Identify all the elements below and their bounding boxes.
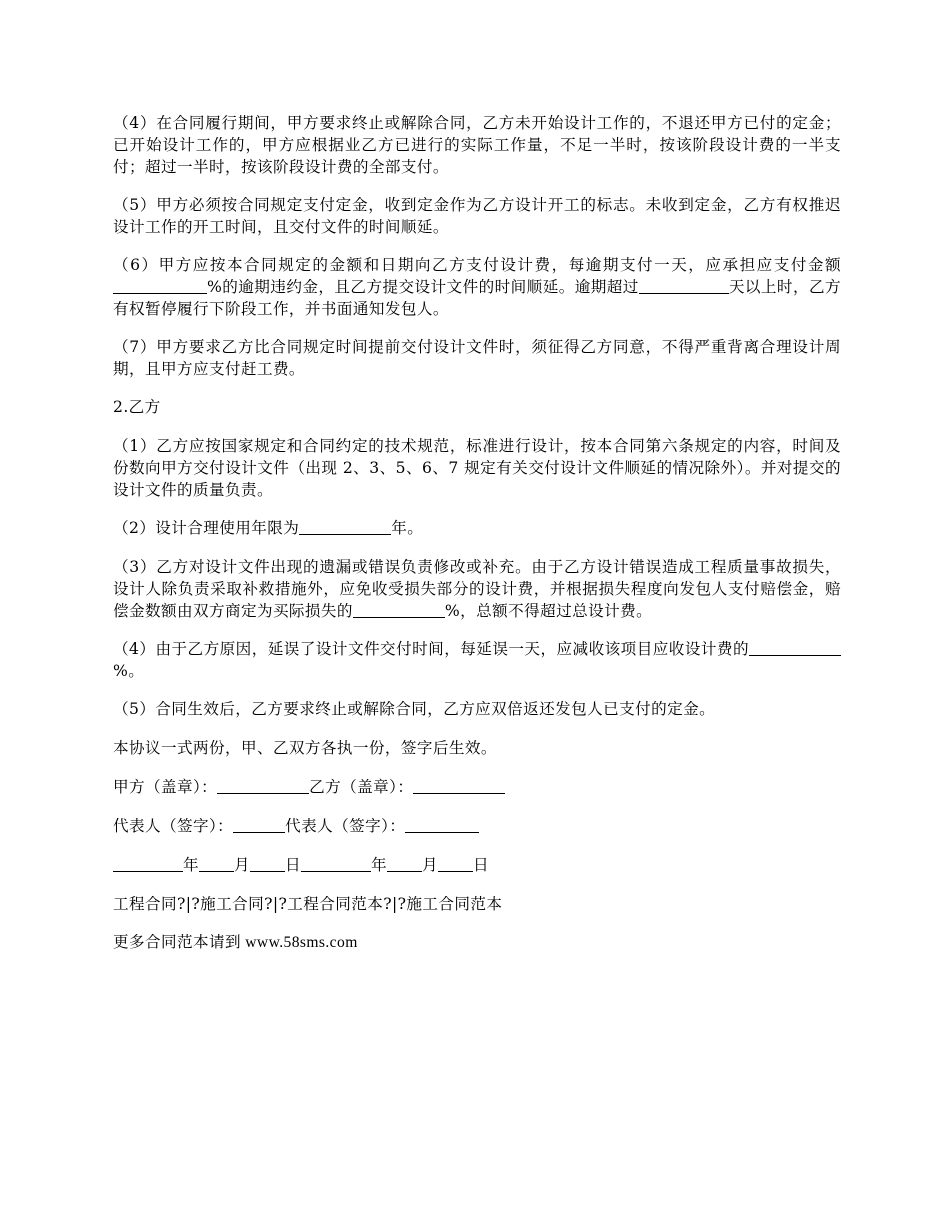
overdue-days-blank-a bbox=[639, 278, 691, 294]
fee-reduction-blank bbox=[749, 640, 841, 656]
document-page bbox=[113, 112, 841, 971]
compensation-rate-blank bbox=[353, 602, 445, 618]
tag-line: 工程合同?|?施工合同?|?工程合同范本?|?施工合同范本 bbox=[113, 895, 503, 913]
clause-jia-4: （4）在合同履行期间，甲方要求终止或解除合同，乙方未开始设计工作的，不退还甲方已付的定金；已开始设计工作的，甲方应根据业乙方已进行的实际工作量，不足一半时，按该阶段设计费的一半支付；超过一半时，按该阶段设计费的全部支付。 bbox=[113, 114, 841, 176]
clause-yi-1: （1）乙方应按国家规定和合同约定的技术规范，标准进行设计，按本合同第六条规定的内容，时间及份数向甲方交付设计文件（出现 2、3、5、6、7 规定有关交付设计文件顺延的情况除外）。并对提交的设计文件的质量负责。 bbox=[113, 437, 841, 499]
seal-line bbox=[113, 776, 841, 798]
clause-yi-2 bbox=[113, 517, 841, 539]
clause-jia-6-text-1: （6）甲方应按本合同规定的金额和日期向乙方支付设计费，每逾期支付一天，应承担应支付金额 bbox=[113, 256, 841, 274]
clause-jia-6 bbox=[113, 254, 841, 320]
date-a-day-label: 日 bbox=[285, 856, 301, 874]
party-a-seal-label: 甲方（盖章）： bbox=[113, 778, 218, 796]
date-b-month-blank bbox=[387, 856, 422, 872]
party-b-seal-blank bbox=[413, 778, 505, 794]
date-a-day-blank bbox=[250, 856, 285, 872]
date-line bbox=[113, 854, 841, 876]
rep-a-label: 代表人（签字）： bbox=[113, 817, 234, 835]
rep-b-blank bbox=[405, 817, 479, 833]
party-b-seal-label: 乙方（盖章）： bbox=[309, 778, 414, 796]
clause-yi-4 bbox=[113, 638, 841, 682]
clause-yi-4-text-2: %。 bbox=[113, 662, 145, 680]
clause-jia-6-text-3: 天以上时，乙方有权暂停履行下阶段工作，并书面通知发包人。 bbox=[113, 278, 841, 318]
overdue-days-blank-b bbox=[691, 278, 729, 294]
clause-yi-5: （5）合同生效后，乙方要求终止或解除合同，乙方应双倍返还发包人已支付的定金。 bbox=[113, 700, 716, 718]
clause-yi-3-text-2: %，总额不得超过总设计费。 bbox=[444, 602, 653, 620]
footer-link[interactable]: 更多合同范本请到 www.58sms.com bbox=[113, 934, 358, 951]
clause-yi-3-text-1: （3）乙方对设计文件出现的遗漏或错误负责修改或补充。由于乙方设计错误造成工程质量事故损失，设计人除负责采取补救措施外，应免收受损失部分的设计费，并根据损失程度向发包人支付赔偿金，赔偿金数额由双方商定为买际损失的 bbox=[113, 558, 841, 620]
service-life-blank bbox=[299, 519, 391, 535]
clause-yi-3 bbox=[113, 556, 841, 622]
date-b-year-label: 年 bbox=[371, 856, 387, 874]
clause-jia-6-text-2: %的逾期违约金，且乙方提交设计文件的时间顺延。逾期超过 bbox=[207, 278, 639, 296]
party-a-seal-blank bbox=[217, 778, 309, 794]
clause-jia-5: （5）甲方必须按合同规定支付定金，收到定金作为乙方设计开工的标志。未收到定金，乙方有权推迟设计工作的开工时间，且交付文件的时间顺延。 bbox=[113, 196, 841, 236]
clause-jia-7: （7）甲方要求乙方比合同规定时间提前交付设计文件时，须征得乙方同意，不得严重背离合理设计周期，且甲方应支付赶工费。 bbox=[113, 338, 841, 378]
date-a-year-label: 年 bbox=[183, 856, 199, 874]
penalty-rate-blank bbox=[113, 278, 207, 294]
date-b-month-label: 月 bbox=[422, 856, 438, 874]
clause-yi-2-text-2: 年。 bbox=[391, 519, 424, 537]
date-b-day-blank bbox=[438, 856, 473, 872]
clause-yi-2-text-1: （2）设计合理使用年限为 bbox=[113, 519, 300, 537]
representative-line bbox=[113, 815, 841, 837]
date-a-month-label: 月 bbox=[234, 856, 250, 874]
date-a-month-blank bbox=[199, 856, 234, 872]
clause-yi-4-text-1: （4）由于乙方原因，延误了设计文件交付时间，每延误一天，应减收该项目应收设计费的 bbox=[113, 640, 749, 658]
rep-b-label: 代表人（签字）： bbox=[285, 817, 406, 835]
section-yi-title: 2.乙方 bbox=[113, 398, 161, 416]
date-b-day-label: 日 bbox=[473, 856, 489, 874]
closing-statement: 本协议一式两份，甲、乙双方各执一份，签字后生效。 bbox=[113, 739, 497, 757]
date-b-year-blank bbox=[301, 856, 371, 872]
date-a-year-blank bbox=[113, 856, 183, 872]
rep-a-blank bbox=[233, 817, 285, 833]
